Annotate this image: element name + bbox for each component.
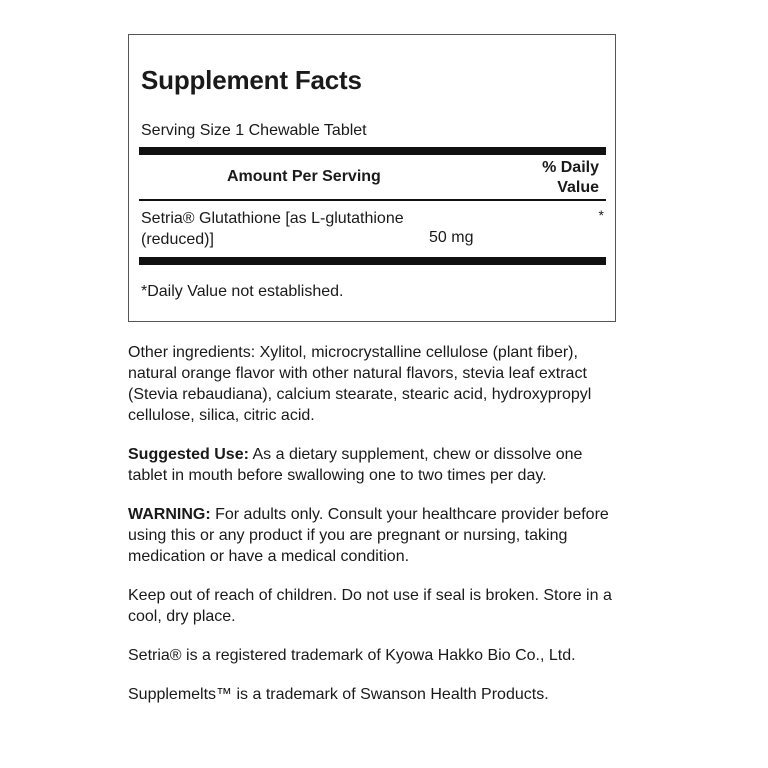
thick-divider-top: [139, 147, 606, 155]
daily-value-header-line1: % Daily: [542, 159, 599, 176]
daily-value-header-line2: Value: [557, 179, 599, 196]
daily-value-footnote: *Daily Value not established.: [141, 283, 344, 300]
supplement-facts-panel: [128, 34, 616, 322]
other-ingredients: Other ingredients: Xylitol, microcrystalline cellulose (plant fiber), natural orange flavor with other natural flavors, stevia leaf extract (Stevia rebaudiana), calcium stearate, stearic acid, hydroxypropyl cellulose, silica, citric acid.: [128, 344, 592, 424]
warning: [128, 504, 618, 567]
suggested-use-text: As a dietary supplement, chew or dissolve one tablet in mouth before swallowing one to two times per day.: [128, 446, 583, 484]
serving-size: Serving Size 1 Chewable Tablet: [141, 122, 367, 139]
suggested-use-label: Suggested Use:: [128, 446, 249, 463]
suggested-use: [128, 444, 618, 486]
warning-label: WARNING:: [128, 506, 211, 523]
ingredient-daily-value: *: [598, 207, 604, 223]
trademark-supplemelts: Supplemelts™ is a trademark of Swanson Health Products.: [128, 686, 549, 703]
daily-value-header: [542, 158, 599, 198]
ingredient-name: Setria® Glutathione [as L-glutathione (reduced)]: [141, 210, 404, 248]
thin-divider: [139, 199, 606, 201]
storage-instructions: Keep out of reach of children. Do not use if seal is broken. Store in a cool, dry place.: [128, 587, 612, 625]
thick-divider-bottom: [139, 257, 606, 265]
warning-text: For adults only. Consult your healthcare provider before using this or any product if you are pregnant or nursing, taking medication or have a medical condition.: [128, 506, 609, 565]
ingredient-amount: 50 mg: [429, 229, 474, 246]
trademark-setria: Setria® is a registered trademark of Kyowa Hakko Bio Co., Ltd.: [128, 647, 576, 664]
facts-title: Supplement Facts: [141, 65, 362, 95]
label-body-text: [128, 342, 618, 723]
amount-per-serving-header: Amount Per Serving: [227, 168, 381, 185]
